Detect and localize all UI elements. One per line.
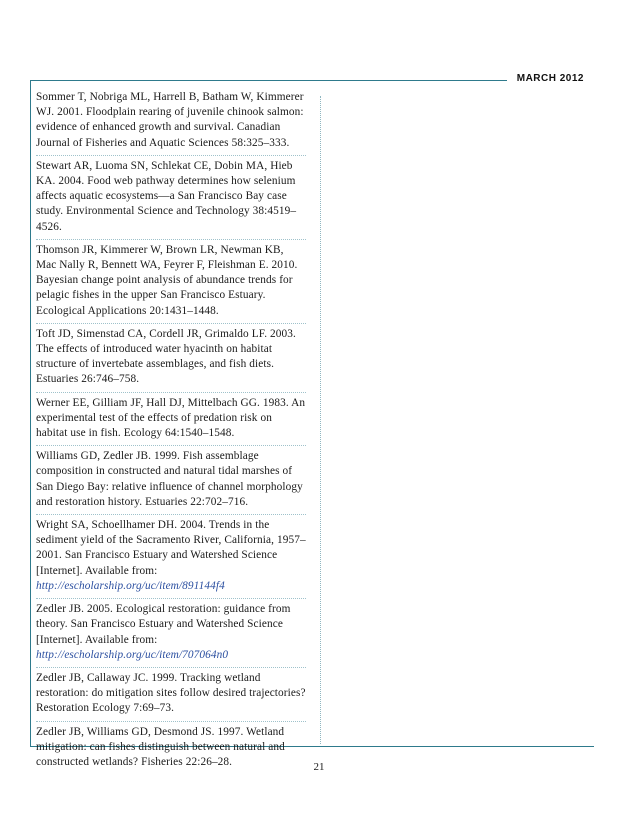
reference-entry (36, 90, 306, 156)
reference-entry (36, 327, 306, 393)
reference-text: Zedler JB. 2005. Ecological restoration: guidance from theory. San Francisco Estuary and Watershed Science [Internet]. Available from: (36, 603, 291, 646)
column-divider (320, 96, 321, 744)
issue-date: MARCH 2012 (507, 70, 594, 88)
reference-entry (36, 159, 306, 240)
reference-link[interactable]: http://escholarship.org/uc/item/707064n0 (36, 648, 229, 661)
reference-entry (36, 396, 306, 447)
reference-text: Stewart AR, Luoma SN, Schlekat CE, Dobin MA, Hieb KA. 2004. Food web pathway determines how selenium affects aquatic ecosystems—a San Francisco Bay case study. Environmental Science and Technology 38:4519–4526. (36, 159, 297, 233)
reference-text: Williams GD, Zedler JB. 1999. Fish assemblage composition in constructed and natural tidal marshes of San Diego Bay: relative influence of channel morphology and restoration history. Estuaries 22:702–716. (36, 450, 303, 508)
reference-text: Sommer T, Nobriga ML, Harrell B, Batham W, Kimmerer WJ. 2001. Floodplain rearing of juvenile chinook salmon: evidence of enhanced growth and survival. Canadian Journal of Fisheries and Aquatic Sciences 58:325–333. (36, 91, 304, 149)
reference-text: Thomson JR, Kimmerer W, Brown LR, Newman KB, Mac Nally R, Bennett WA, Feyrer F, Fleishman E. 2010. Bayesian change point analysis of abundance trends for pelagic fishes in the upper San Francisco Estuary. Ecological Applications 20:1431–1448. (36, 243, 298, 317)
reference-text: Toft JD, Simenstad CA, Cordell JR, Grimaldo LF. 2003. The effects of introduced water hyacinth on habitat structure of invertebate assemblages, and fish diets. Estuaries 26:746–758. (36, 327, 296, 386)
reference-entry (36, 602, 306, 668)
reference-entry (36, 243, 306, 324)
reference-entry (36, 449, 306, 515)
reference-link[interactable]: http://escholarship.org/uc/item/891144f4 (36, 579, 225, 592)
reference-text: Zedler JB, Callaway JC. 1999. Tracking wetland restoration: do mitigation sites follow desired trajectories? Restoration Ecology 7:69–73. (36, 671, 306, 715)
reference-list (36, 90, 306, 777)
reference-entry (36, 671, 306, 722)
reference-text: Zedler JB, Williams GD, Desmond JS. 1997. Wetland mitigation: can fishes distinguish between natural and constructed wetlands? Fisheries 22:26–28. (36, 725, 285, 768)
reference-entry (36, 518, 306, 599)
reference-text: Wright SA, Schoellhamer DH. 2004. Trends in the sediment yield of the Sacramento River, California, 1957–2001. San Francisco Estuary and Watershed Science [Internet]. Available from: (36, 519, 306, 577)
reference-text: Werner EE, Gilliam JF, Hall DJ, Mittelbach GG. 1983. An experimental test of the effects of predation risk on habitat use in fish. Ecology 64:1540–1548. (36, 396, 306, 440)
page-number: 21 (313, 761, 325, 773)
